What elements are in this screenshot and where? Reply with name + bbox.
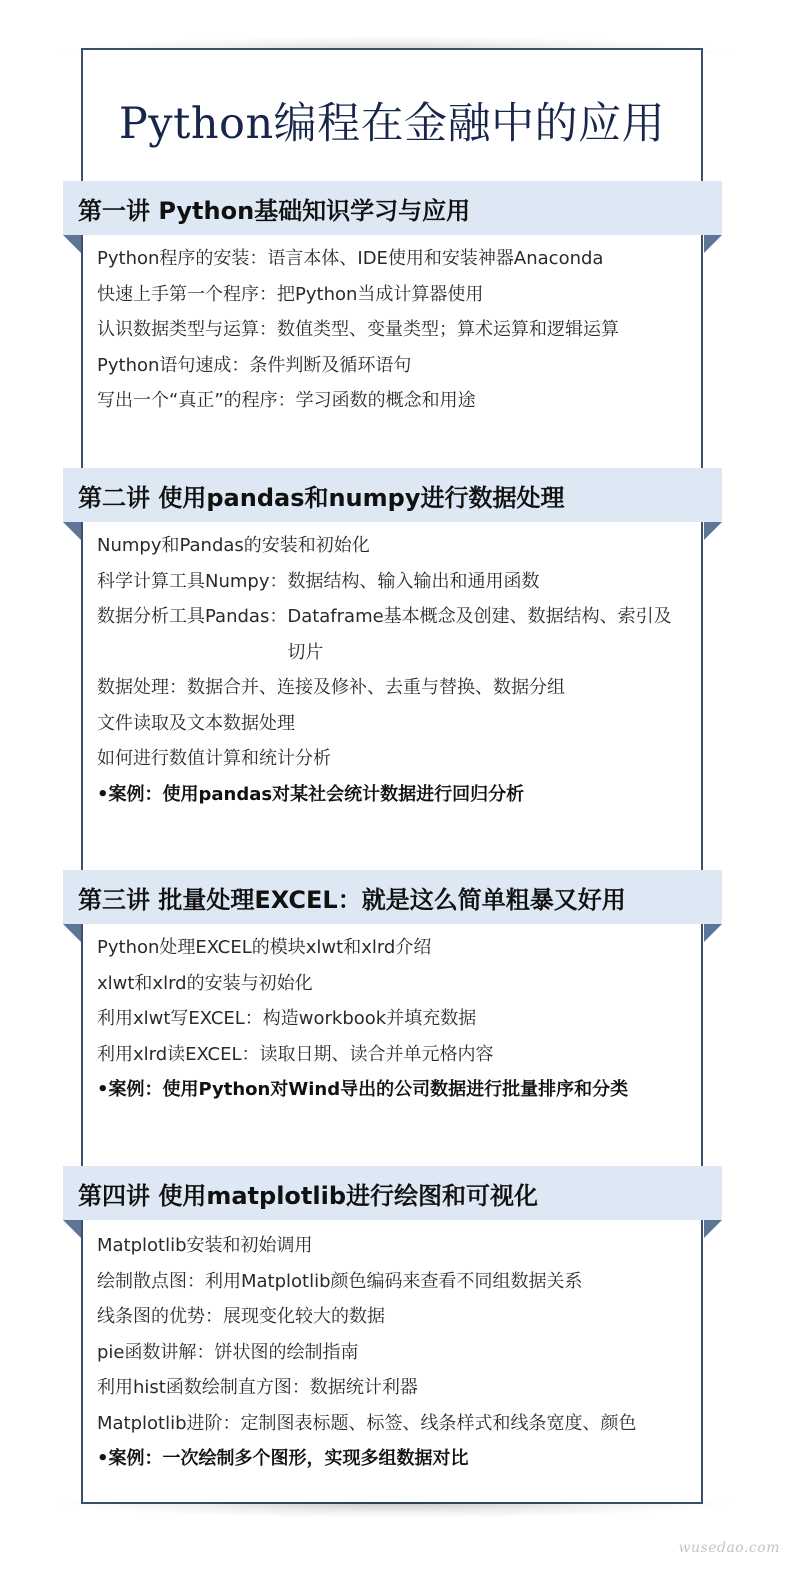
section-1-ribbon-fold-left [63, 235, 81, 253]
section-4-items [97, 1228, 697, 1477]
list-item: 写出一个“真正”的程序：学习函数的概念和用途 [97, 390, 476, 411]
list-item: 如何进行数值计算和统计分析 [97, 748, 331, 769]
list-item-body: Dataframe基本概念及创建、数据结构、索引及切片 [287, 606, 672, 663]
card-shadow-bottom [60, 1502, 730, 1518]
list-item: 线条图的优势：展现变化较大的数据 [97, 1306, 385, 1327]
list-item: Python语句速成：条件判断及循环语句 [97, 354, 412, 376]
section-3-heading: 第三讲 批量处理EXCEL：就是这么简单粗暴又好用 [63, 870, 722, 924]
list-item-wrapped [97, 599, 697, 670]
case-study-item: •案例：使用Python对Wind导出的公司数据进行批量排序和分类 [97, 1079, 629, 1100]
list-item: xlwt和xlrd的安装与初始化 [97, 972, 313, 994]
section-2-ribbon-fold-right [704, 522, 722, 540]
section-4-heading: 第四讲 使用matplotlib进行绘图和可视化 [63, 1166, 722, 1220]
section-3-items [97, 930, 697, 1108]
case-study-item: •案例：一次绘制多个图形，实现多组数据对比 [97, 1448, 469, 1469]
section-2-items [97, 528, 697, 812]
list-item: Matplotlib安装和初始调用 [97, 1235, 313, 1256]
list-item: 文件读取及文本数据处理 [97, 712, 295, 734]
list-item: 数据处理：数据合并、连接及修补、去重与替换、数据分组 [97, 677, 565, 698]
list-item: 认识数据类型与运算：数值类型、变量类型；算术运算和逻辑运算 [97, 319, 619, 340]
section-1-heading: 第一讲 Python基础知识学习与应用 [63, 181, 722, 235]
section-3-ribbon-fold-right [704, 924, 722, 942]
list-item: Numpy和Pandas的安装和初始化 [97, 535, 370, 556]
section-4-ribbon-fold-left [63, 1220, 81, 1238]
section-3-ribbon-fold-left [63, 924, 81, 942]
section-2-heading: 第二讲 使用pandas和numpy进行数据处理 [63, 468, 722, 522]
list-item: Matplotlib进阶：定制图表标题、标签、线条样式和线条宽度、颜色 [97, 1412, 637, 1434]
section-2-ribbon-fold-left [63, 522, 81, 540]
watermark-text: wusedao.com [678, 1540, 780, 1556]
list-item: 利用hist函数绘制直方图：数据统计利器 [97, 1377, 418, 1398]
list-item: 科学计算工具Numpy：数据结构、输入输出和通用函数 [97, 570, 540, 592]
case-study-item: •案例：使用pandas对某社会统计数据进行回归分析 [97, 783, 525, 805]
list-item: Python程序的安装：语言本体、IDE使用和安装神器Anaconda [97, 248, 604, 269]
list-item: 利用xlwt写EXCEL：构造workbook并填充数据 [97, 1008, 477, 1029]
section-1-ribbon-fold-right [704, 235, 722, 253]
page-title: Python编程在金融中的应用 [118, 99, 666, 149]
section-1-items [97, 241, 697, 419]
list-item: pie函数讲解：饼状图的绘制指南 [97, 1341, 359, 1363]
list-item-label: 数据分析工具Pandas： [97, 606, 288, 627]
list-item: 利用xlrd读EXCEL：读取日期、读合并单元格内容 [97, 1043, 494, 1065]
list-item: 快速上手第一个程序：把Python当成计算器使用 [97, 283, 484, 305]
list-item: Python处理EXCEL的模块xlwt和xlrd介绍 [97, 937, 432, 958]
section-4-ribbon-fold-right [704, 1220, 722, 1238]
list-item: 绘制散点图：利用Matplotlib颜色编码来查看不同组数据关系 [97, 1270, 583, 1292]
